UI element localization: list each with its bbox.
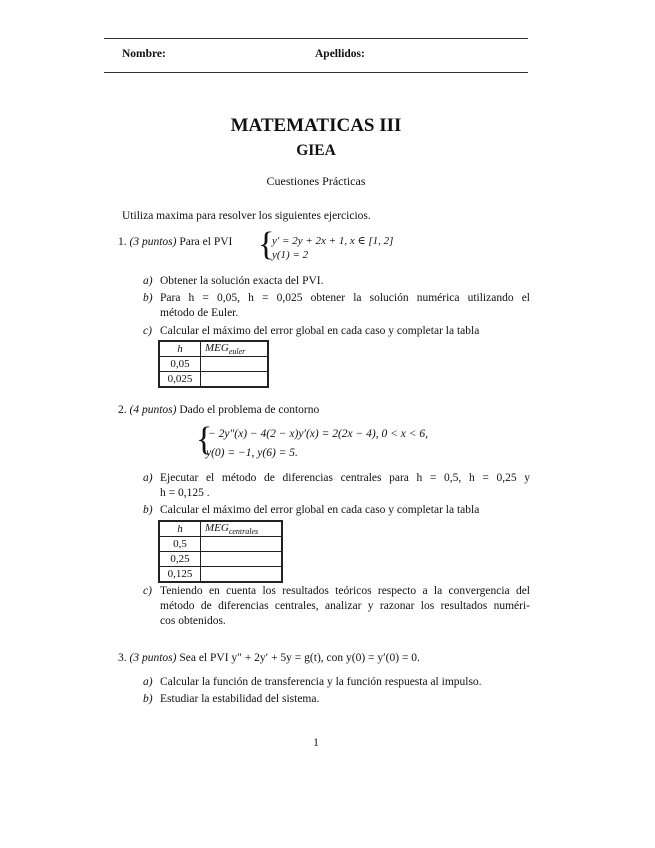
q1-c-text: Calcular el máximo del error global en cada caso y completar la tabla — [160, 325, 480, 337]
q1-a-text: Obtener la solución exacta del PVI. — [160, 275, 324, 287]
table-cell-h: 0,05 — [159, 357, 201, 372]
q1-b-text-1: Para h = 0,05, h = 0,025 obtener la solución numérica utilizando el — [160, 292, 530, 304]
q1-b-text-2: método de Euler. — [160, 307, 239, 319]
name-label: Nombre: — [122, 48, 166, 60]
intro-text: Utiliza maxima para resolver los siguientes ejercicios. — [122, 210, 371, 222]
table-cell-answer[interactable] — [201, 537, 283, 552]
q1-brace: { — [258, 226, 275, 263]
q3-number: 3. — [118, 652, 127, 664]
q1-number: 1. — [118, 236, 127, 248]
q2-a-text-2: h = 0,125 . — [160, 487, 210, 499]
q2-lead: Dado el problema de contorno — [179, 404, 320, 416]
q2-error-table — [158, 520, 283, 583]
q1-points: (3 puntos) — [129, 236, 177, 248]
table-header-h: h — [159, 341, 201, 357]
meg-sub: centrales — [228, 527, 259, 537]
q2-b-text: Calcular el máximo del error global en cada caso y completar la tabla — [160, 504, 480, 516]
table-cell-h: 0,125 — [159, 567, 201, 583]
table-header-row — [159, 521, 282, 537]
page-subtitle: GIEA — [296, 142, 336, 159]
q3-a-label: a) — [143, 676, 153, 688]
q2-b-label: b) — [143, 504, 153, 516]
q1-heading — [118, 236, 232, 248]
q1-eq1: y′ = 2y + 2x + 1, x ∈ [1, 2] — [272, 235, 394, 247]
meg-sub: euler — [228, 347, 246, 357]
meg-base: MEG — [205, 342, 229, 354]
table-cell-answer[interactable] — [201, 552, 283, 567]
page-number: 1 — [313, 737, 319, 749]
table-header-row — [159, 341, 268, 357]
q2-eq1: − 2y″(x) − 4(2 − x)y′(x) = 2(2x − 4), 0 < x < 6, — [208, 428, 428, 440]
q2-c-text-1: Teniendo en cuenta los resultados teóricos respecto a la convergencia del — [160, 585, 530, 597]
q3-b-text: Estudiar la estabilidad del sistema. — [160, 693, 320, 705]
table-header-h: h — [159, 521, 201, 537]
table-header-meg — [201, 341, 269, 357]
table-cell-answer[interactable] — [201, 372, 269, 388]
q3-b-label: b) — [143, 693, 153, 705]
q1-lead: Para el PVI — [179, 236, 233, 248]
table-cell-answer[interactable] — [201, 357, 269, 372]
table-row — [159, 552, 282, 567]
q2-eq2: y(0) = −1, y(6) = 5. — [206, 447, 298, 459]
q3-lead: Sea el PVI y″ + 2y′ + 5y = g(t), con y(0) = y′(0) = 0. — [179, 652, 420, 664]
q1-error-table — [158, 340, 269, 388]
meg-base: MEG — [205, 522, 229, 534]
q1-a-label: a) — [143, 275, 153, 287]
q2-c-text-3: cos obtenidos. — [160, 615, 226, 627]
surname-label: Apellidos: — [315, 48, 365, 60]
table-header-meg — [201, 521, 283, 537]
table-cell-h: 0,025 — [159, 372, 201, 388]
exam-kind: Cuestiones Prácticas — [266, 174, 366, 188]
table-cell-h: 0,25 — [159, 552, 201, 567]
q1-b-label: b) — [143, 292, 153, 304]
table-row — [159, 372, 268, 388]
q2-a-text-1: Ejecutar el método de diferencias centrales para h = 0,5, h = 0,25 y — [160, 472, 530, 484]
q2-heading — [118, 404, 319, 416]
table-row — [159, 357, 268, 372]
q3-points: (3 puntos) — [129, 652, 177, 664]
q2-points: (4 puntos) — [129, 404, 177, 416]
table-cell-answer[interactable] — [201, 567, 283, 583]
header-top-rule — [104, 38, 528, 39]
q1-eq2: y(1) = 2 — [272, 249, 309, 261]
q2-brace: { — [196, 421, 213, 458]
header-bottom-rule — [104, 72, 528, 73]
q3-a-text: Calcular la función de transferencia y la función respuesta al impulso. — [160, 676, 482, 688]
q2-a-label: a) — [143, 472, 153, 484]
table-row — [159, 567, 282, 583]
q3-heading — [118, 652, 420, 664]
page-title: MATEMATICAS III — [230, 115, 402, 136]
q2-c-text-2: método de diferencias centrales, analizar y razonar los resultados numéri- — [160, 600, 530, 612]
q2-number: 2. — [118, 404, 127, 416]
table-row — [159, 537, 282, 552]
table-cell-h: 0,5 — [159, 537, 201, 552]
q1-c-label: c) — [143, 325, 152, 337]
q2-c-label: c) — [143, 585, 152, 597]
